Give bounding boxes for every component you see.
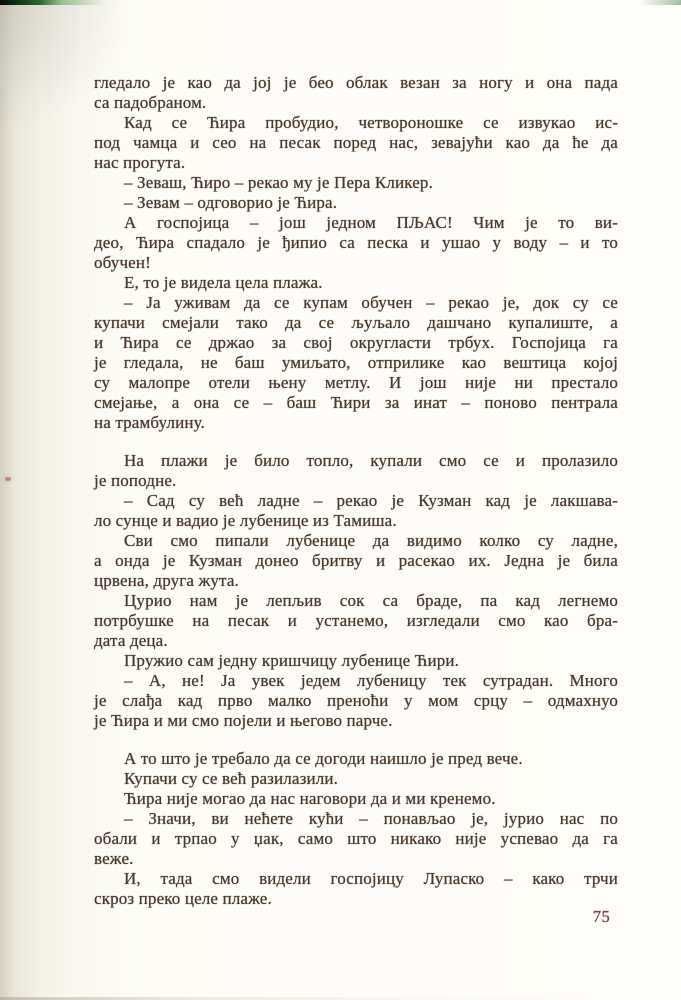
paragraph (94, 531, 618, 591)
paragraph (94, 749, 618, 769)
paragraph (94, 769, 618, 789)
paragraph (94, 293, 618, 433)
text-line: скроз преко целе плаже. (94, 889, 272, 908)
text-line: Сви смо пипали лубенице да видимо колко су ладне, (124, 531, 618, 550)
page-number: 75 (592, 907, 611, 926)
text-line: – Зевам – одговорио је Ћира. (124, 193, 338, 212)
text-line: нас прогута. (94, 153, 186, 172)
text-line: а онда је Кузман донео бритву и расекао их. Једна је била (94, 551, 618, 570)
text-line: потрбушке на песак и устанемо, изгледали смо као бра- (94, 611, 618, 630)
text-line: и Ћира се држао за свој округласти трбух. Госпојица га (94, 333, 618, 352)
text-line: Цурио нам је лепљив сок са браде, па кад легнемо (124, 591, 618, 610)
text-line: – Значи, ви нећете кући – понављао је, јурио нас по (124, 809, 618, 828)
paragraph (94, 809, 618, 869)
text-line: Купачи су се већ разилазили. (124, 769, 338, 788)
text-line: купачи смејали тако да се љуљало дашчано купалиште, а (94, 313, 618, 332)
paragraph (94, 451, 618, 491)
text-line: А госпојица – још једном ПЉАС! Чим је то ви- (124, 213, 618, 232)
text-line: са падобраном. (94, 93, 207, 112)
paragraph (94, 73, 618, 113)
paragraph (94, 273, 618, 293)
paragraph (94, 869, 618, 909)
paragraph (94, 491, 618, 531)
text-line: Ћира није могао да нас наговори да и ми кренемо. (124, 789, 496, 808)
paragraph (94, 113, 618, 173)
text-line: – Ја уживам да се купам обучен – рекао је, док су се (124, 293, 618, 312)
text-line: смејање, а она се – баш Ћири за инат – поново пентрала (94, 393, 618, 412)
text-line: црвена, друга жута. (94, 571, 239, 590)
text-line: веже. (94, 849, 134, 868)
text-line: – А, не! Ја увек једем лубеницу тек сутрадан. Много (124, 671, 618, 690)
paragraph (94, 671, 618, 731)
text-line: – Сад су већ ладне – рекао је Кузман кад је лакшава- (124, 491, 618, 510)
text-line: Пружио сам једну кришчицу лубенице Ћири. (124, 651, 460, 670)
text-line: А то што је требало да се догоди наишло је пред вече. (124, 749, 523, 768)
text-line: део, Ћира спадало је ђипио са песка и ушао у воду – и то (94, 233, 618, 252)
scan-top-edge (0, 0, 681, 5)
text-line: је поподне. (94, 471, 177, 490)
text-line: – Зеваш, Ћиро – рекао му је Пера Кликер. (124, 173, 433, 192)
paragraph (94, 789, 618, 809)
text-line: обучен! (94, 253, 151, 272)
text-line: гледало је као да јој је бео облак везан за ногу и она пада (94, 73, 618, 92)
paragraph (94, 651, 618, 671)
scan-speck (5, 477, 11, 481)
text-line: под чамца и сео на песак поред нас, зевајући као да ће да (94, 133, 618, 152)
text-line: ло сунце и вадио је лубенице из Тамиша. (94, 511, 397, 530)
text-line: су малопре отели њену метлу. И још није ни престало (94, 373, 618, 392)
text-line: Е, то је видела цела плажа. (124, 273, 323, 292)
text-line: обали и трпао у џак, само што никако није успевао да га (94, 829, 618, 848)
text-line: на трамбулину. (94, 413, 205, 432)
paragraph (94, 591, 618, 651)
text-line: Кад се Ћира пробудио, четвороношке се извукао ис- (124, 113, 618, 132)
paragraph (94, 173, 618, 193)
text-line: је Ћира и ми смо појели и његово парче. (94, 711, 393, 730)
paragraph (94, 193, 618, 213)
text-line: На плажи је било топло, купали смо се и пролазило (124, 451, 618, 470)
text-line: је гледала, не баш умиљато, отприлике као вештица којој (94, 353, 618, 372)
text-line: је слађа кад прво малко преноћи у мом срцу – одмахнуо (94, 691, 618, 710)
text-line: И, тада смо видели госпојицу Лупаско – како трчи (124, 869, 618, 888)
page-text (94, 73, 618, 909)
paragraph (94, 213, 618, 273)
text-line: дата деца. (94, 631, 168, 650)
